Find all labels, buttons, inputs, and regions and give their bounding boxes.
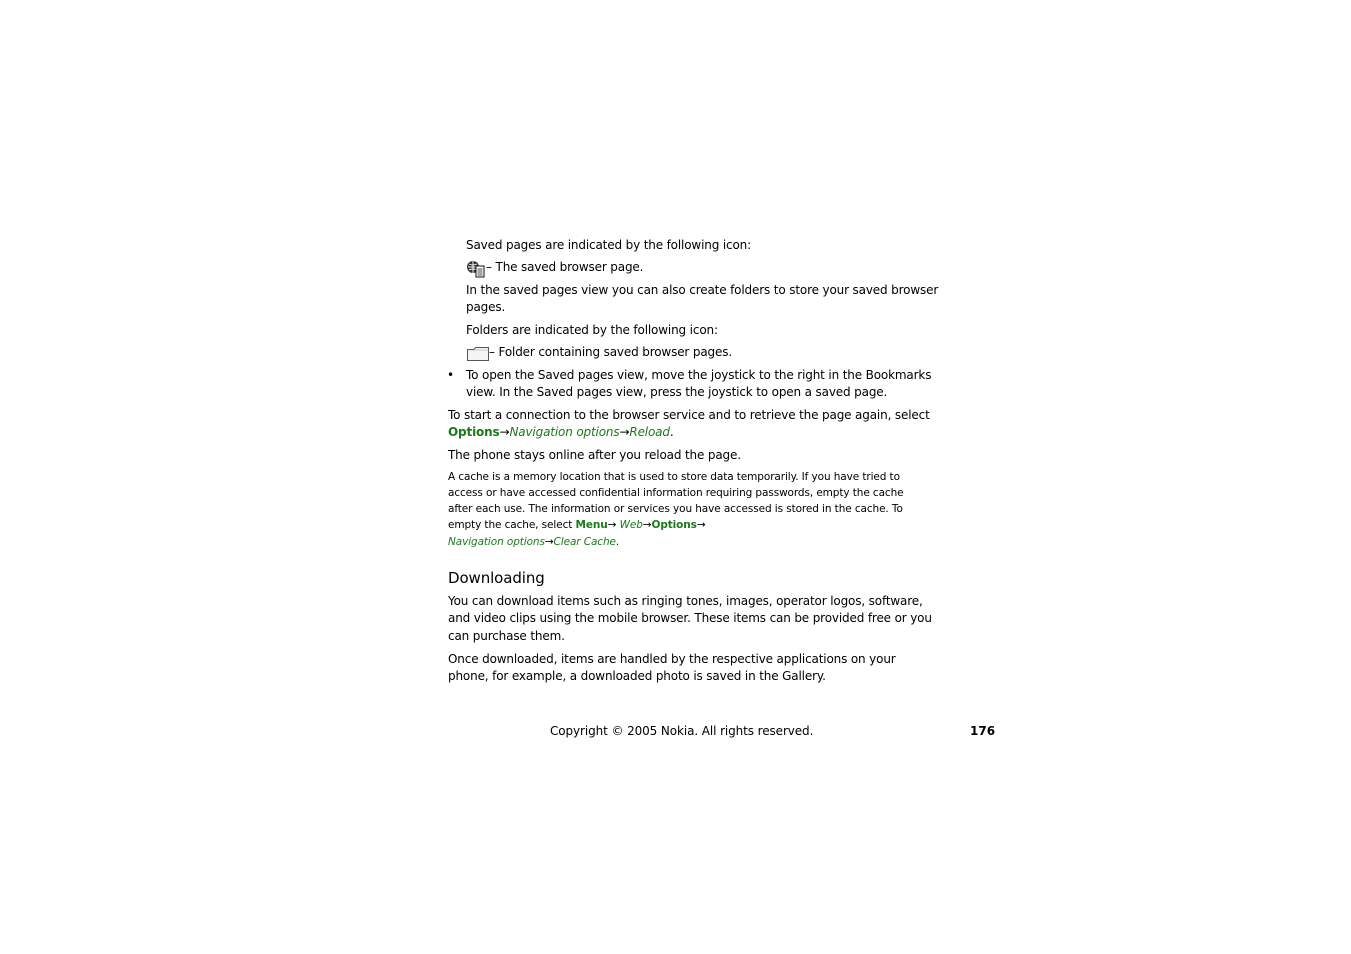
cache-note-prefix: empty the cache, select [448, 519, 576, 531]
cache-path-arrow: → [607, 519, 617, 531]
cache-note-line2: access or have accessed confidential information requiring passwords, empty the cache [448, 487, 904, 499]
cache-path-options: Options [651, 519, 697, 531]
downloading-p1-line1: You can download items such as ringing tones, images, operator logos, software, [448, 594, 923, 608]
menu-path-arrow: → [619, 425, 630, 439]
cache-path-arrow: → [642, 519, 652, 531]
cache-path-arrow: → [544, 536, 554, 548]
section-heading-downloading: Downloading [448, 569, 545, 587]
saved-pages-intro: Saved pages are indicated by the following icon: [466, 238, 752, 252]
menu-path-navigation-options: Navigation options [509, 425, 620, 439]
saved-page-icon-caption: – The saved browser page. [486, 260, 644, 274]
downloading-p2-line2: phone, for example, a downloaded photo is saved in the Gallery. [448, 669, 826, 683]
downloading-p1-line2: and video clips using the mobile browser. These items can be provided free or you [448, 611, 932, 625]
bullet-marker: • [447, 368, 455, 382]
saved-folders-text-line1: In the saved pages view you can also create folders to store your saved browser [466, 283, 939, 297]
menu-path-arrow: → [499, 425, 510, 439]
cache-path-navigation-options: Navigation options [448, 536, 545, 548]
menu-path-options: Options [448, 425, 500, 439]
folders-intro: Folders are indicated by the following icon: [466, 323, 718, 337]
cache-path-menu: Menu [575, 519, 608, 531]
cache-note-line4 [448, 517, 706, 533]
bullet-text-line1: To open the Saved pages view, move the joystick to the right in the Bookmarks [466, 368, 932, 382]
cache-path-period: . [615, 536, 620, 548]
cache-path-web: Web [619, 519, 643, 531]
copyright-footer: Copyright © 2005 Nokia. All rights reserved. [550, 724, 814, 738]
cache-note-line1: A cache is a memory location that is used to store data temporarily. If you have tried to [448, 471, 900, 483]
cache-note-line5 [448, 534, 619, 550]
connect-text-line1: To start a connection to the browser service and to retrieve the page again, select [448, 408, 930, 422]
connect-menu-path [448, 424, 674, 441]
cache-path-clear-cache: Clear Cache [553, 536, 616, 548]
saved-page-icon [466, 260, 486, 278]
downloading-p2-line1: Once downloaded, items are handled by the respective applications on your [448, 652, 896, 666]
online-text: The phone stays online after you reload the page. [448, 448, 741, 462]
menu-path-reload: Reload [629, 425, 670, 439]
bullet-text-line2: view. In the Saved pages view, press the joystick to open a saved page. [466, 385, 888, 399]
cache-note-line3: after each use. The information or services you have accessed is stored in the cache. To [448, 503, 903, 515]
menu-path-period: . [669, 425, 674, 439]
cache-path-arrow: → [696, 519, 706, 531]
saved-folders-text-line2: pages. [466, 300, 506, 314]
page-number: 176 [970, 724, 996, 738]
folder-icon [467, 347, 489, 361]
downloading-p1-line3: can purchase them. [448, 629, 565, 643]
folder-icon-caption: – Folder containing saved browser pages. [489, 345, 733, 359]
